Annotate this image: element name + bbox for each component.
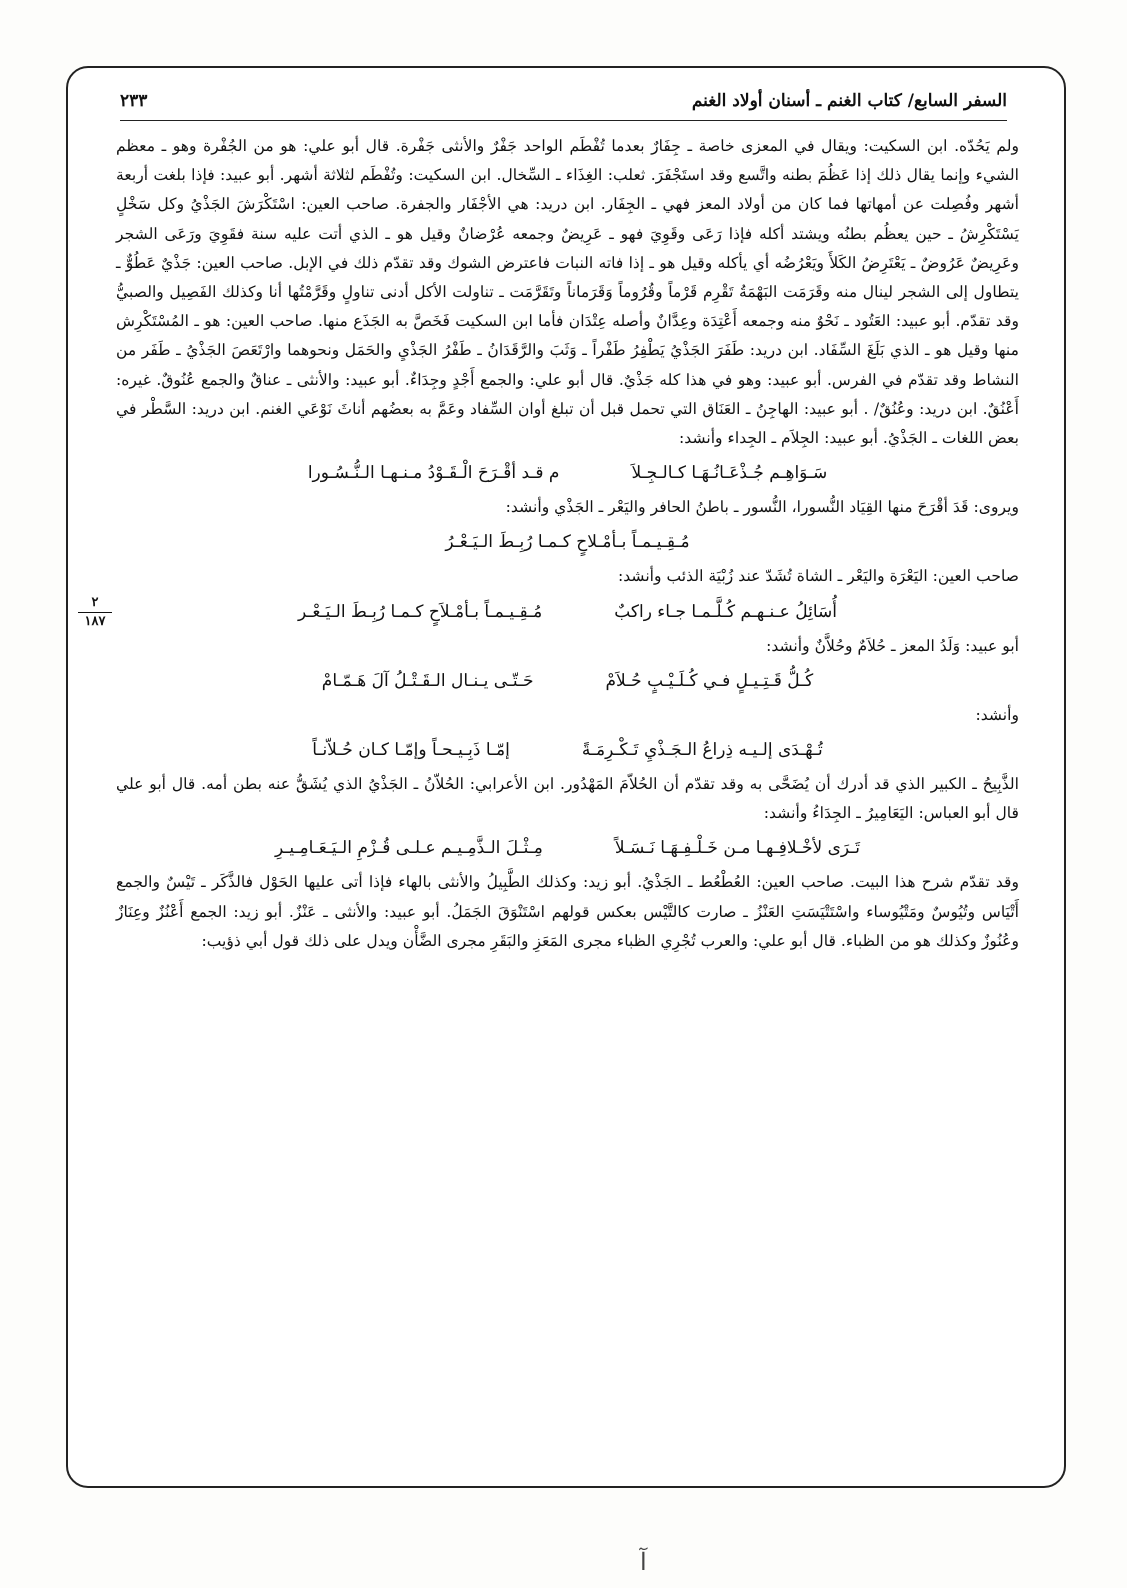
margin-ref-bottom: ١٨٧ — [84, 614, 106, 629]
page-header — [120, 82, 1007, 121]
verse-2-line: مُـقِـيـمـاً بـأمْـلاحٍ كـمـا رُبِـطَ الـيَـعْـرُ — [445, 532, 690, 553]
paragraph-7: وقد تقدّم شرح هذا البيت. صاحب العين: العُطْعُط ـ الجَذْيُ. أبو زيد: وكذلك الطَّبِيلُ والأنثى بالهاء فإذا أتى عليها الحَوْل فالذَّكَر ـ تَيْسٌ والجمع أَتْيَاس وتُيُوسٌ ومَتْيُوساء واسْتَتْيَسَتِ العَنْزُ ـ صارت كالتَّيْس بعكس قولهم اسْتَنْوَقَ الجَمَلُ. أبو عبيد: والأنثى ـ عَنْزٌ. أبو زيد: الجمع أَعْنُزٌ وعِنَازٌ وعُنُوزٌ وكذلك هو من الظباء. قال أبو علي: والعرب تُجْرِي الظباء مجرى المَعَزِ والبَقَرِ مجرى الضَّأْن ويدل على ذلك قول أبي ذؤيب: — [116, 873, 1019, 950]
verse-4-first: كُـلُّ قَـتِـيـلٍ فـي كُـلَـيْـبٍ حُـلاَمْ — [605, 670, 814, 691]
verse-3-first: أُسَائِلُ عـنـهـم كُـلَّـمـا جـاء راكبٌ — [614, 601, 837, 622]
verse-1 — [116, 455, 1019, 491]
page-content — [116, 132, 1019, 956]
verse-1-first: سَـوَاهِـم جُـذْعَـانُـهَـا كـالـجِـلاَ — [631, 463, 828, 484]
verse-4-second: حَـتّـى يـنـال الـقَـتْـلُ آلَ هَـمّـامْ — [321, 670, 534, 691]
paragraph-2: ويروى: قَدَ أقْرَحَ منها القِيَاد النُّسورا، النُّسور ـ باطنُ الحافر واليَعْر ـ الجَذْي وأنشد: — [505, 498, 1019, 517]
footer-mark: آ — [640, 1548, 647, 1576]
verse-3 — [116, 594, 1019, 630]
verse-6-second: مِـثْـلَ الـذَّمِـيـم عـلـى قُـزْمِ الـيَـعَـامِـيـرِ — [275, 838, 543, 859]
verse-6 — [116, 830, 1019, 866]
verse-6-first: تَـرَى لأخْـلافِـهـا مـن خَـلْـفِـهَـا نَـسَـلاً — [614, 838, 861, 859]
verse-3-second: مُـقِـيـمـاً بـأمْـلاَحٍ كـمـا رُبِـطَ الـيَـعْـر — [298, 601, 543, 622]
verse-4 — [116, 663, 1019, 699]
verse-2 — [116, 524, 1019, 560]
verse-5 — [116, 732, 1019, 768]
paragraph-1: ولم يَحُدّه. ابن السكيت: ويقال في المعزى خاصة ـ جِفَارٌ بعدما تُفْطَم الواحد جَفْرٌ والأنثى جَفْرة. قال أبو علي: هو من الجُفْرة وهو ـ معظم الشيء وإنما يقال ذلك إذا عَظُمَ بطنه واتَّسع وقد استَجْفَرَ. ثعلب: الغِذَاء ـ السِّخال. ابن السكيت: وتُفْطَم لثلاثة أشهر. أبو عبيد: فإذا بلغت أربعة أشهر وفُصِلت عن أمهاتها فما كان من أولاد المعز فهي ـ الجِفَار. ابن دريد: هي الأجْفَار والجفرة. صاحب العين: اسْتَكْرَشَ الجَذْيُ وكل سَخْلٍ يَسْتَكْرِشُ ـ حين يعظُم بطنُه ويشتد أكله فإذا رَعَى وقَوِيَ فهو ـ عَرِيضٌ وجمعه عُرْضانٌ وقيل هو ـ الذي أتت عليه سنة فقَوِيَ ورَعَى الشجر وعَرِيضٌ عَرُوضٌ ـ يَعْتَرِضُ الكَلأَ ويَعْرُضُه أي يأكله وقيل هو ـ إذا فاته النبات فاعترض الشوك وقد تقدّم ذلك في الإبل. صاحب العين: جَذْيٌ عَطُوٌّ ـ يتطاول إلى الشجر لينال منه وقَرَمَت البَهْمَةُ تَقْرِم قَرْماً وقُرُوماً وَقَرَماناً وتَقَرَّمَت ـ تناولت الأكل أدنى تناولٍ وقَرَّمْتُها أنا وكذلك الفَصِيل والصبيُّ وقد تقدّم. أبو عبيد: العَتُود ـ نَحْوٌ منه وجمعه أَعْتِدَة وعِدَّانٌ وأصله عِتْدَان فأما ابن السكيت فَخَصَّ به الجَذَع منها. صاحب العين: هو ـ المُسْتَكْرِش منها وقيل هو ـ الذي بَلَغَ السِّفَاد. ابن دريد: طَفَرَ الجَذْيُ يَطْفِرُ طَفْراً ـ وَثَبَ والرَّقَدَانُ ـ طَفْرُ الجَذْيِ والحَمَل ونحوهما وارْتَعَصَ الجَذْيُ ـ طَفَر من النشاط وقد تقدّم في الفرس. أبو عبيد: وهو في هذا كله جَذْيٌ. قال أبو علي: والجمع أَجْدٍ وجِدَاءٌ. أبو عبيد: والأنثى ـ عناقٌ والجمع عُنُوقٌ. غيره: أَعْنُقٌ. ابن دريد: وعُنُقٌ/ . أبو عبيد: الهاجِنُ ـ العَنَاق التي تحمل قبل أن تبلغ أوان السِّفاد وعَمَّ به بعضُهم أناثَ نَوْعَي الغنم. ابن دريد: السَّطْر في بعض اللغات ـ الجَذْيُ. أبو عبيد: الجِلاَم ـ الجِداء وأنشد: — [116, 137, 1019, 448]
margin-ref-line — [78, 612, 112, 613]
verse-1-second: م قـد أقْـرَحَ الْـقَـوْدُ مـنـهـا الـنُّـسُـورا — [307, 463, 560, 484]
paragraph-3: صاحب العين: اليَعْرَة واليَعْر ـ الشاة تُشَدّ عند زُبْيَة الذئب وأنشد: — [617, 567, 1019, 586]
verse-5-second: إمّـا ذَبِـيـحـاً وإمّـا كـان حُـلاّنـاً — [312, 740, 510, 761]
page-number: ٢٣٣ — [120, 91, 148, 111]
running-title: السفر السابع/ كتاب الغنم ـ أسنان أولاد الغنم — [691, 91, 1007, 111]
margin-ref-top: ٢ — [91, 595, 99, 610]
margin-reference — [78, 596, 112, 629]
verse-5-first: تُـهْـدَى إلـيـه ذِراعُ الـجَـذْيِ تَـكْـرِمَـةً — [581, 740, 823, 761]
paragraph-6: الذَّبِيحُ ـ الكبير الذي قد أدرك أن يُضَحَّى به وقد تقدّم أن الحُلاّمَ المَهْدُور. ابن الأعرابي: الحُلاّنُ ـ الجَذْيُ الذي يُشَقُّ عنه بطن أمه. قال أبو علي قال أبو العباس: اليَعَامِيرُ ـ الجِدَاءُ وأنشد: — [116, 775, 1019, 823]
paragraph-4: أبو عبيد: وَلَدُ المعز ـ حُلاَمٌ وحُلاَّنٌ وأنشد: — [766, 636, 1019, 655]
paragraph-5: وأنشد: — [975, 705, 1019, 724]
